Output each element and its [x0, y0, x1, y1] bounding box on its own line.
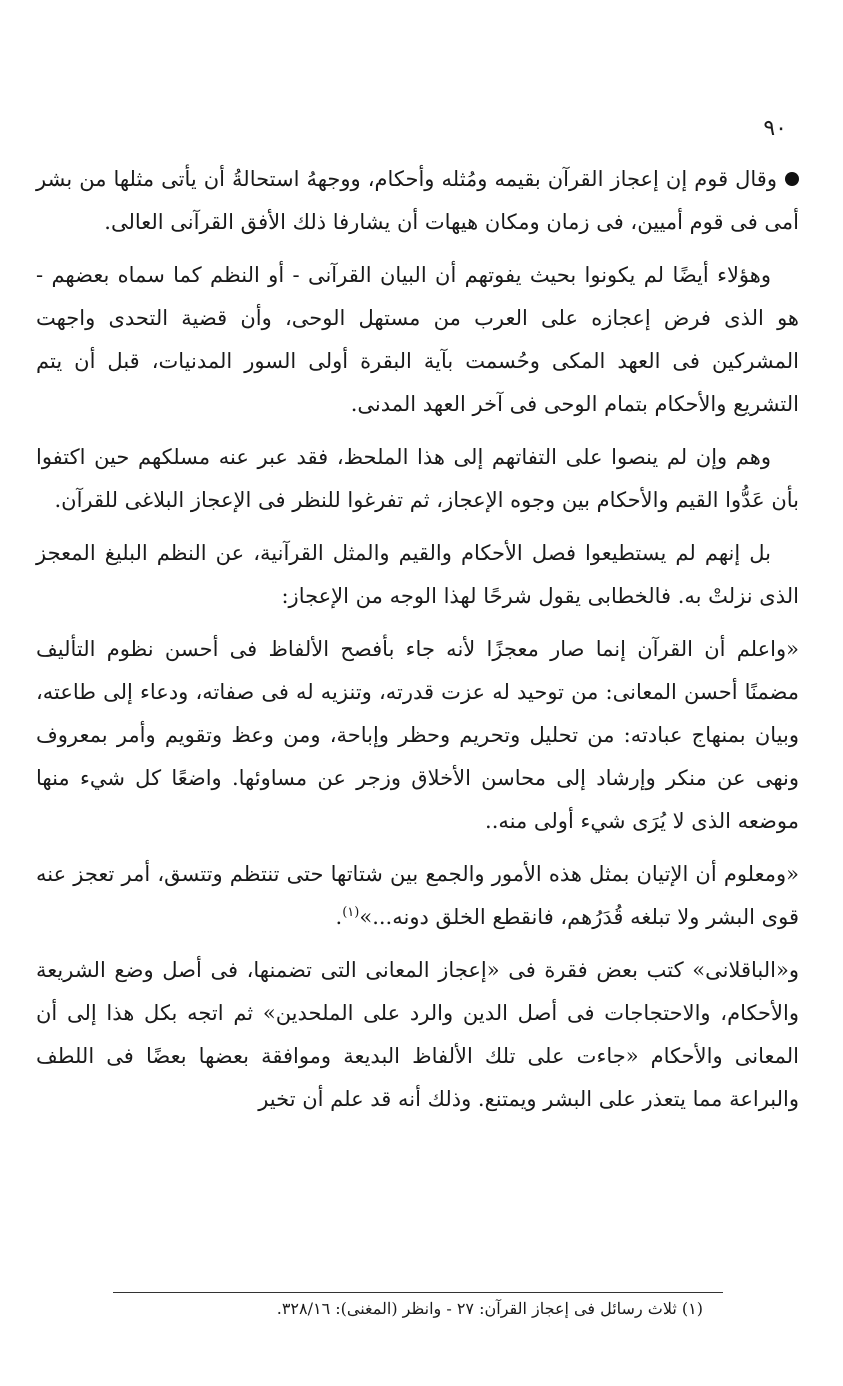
paragraph-6-quote — [36, 853, 799, 939]
page-number: ٩٠ — [763, 116, 787, 141]
paragraph-5-quote — [36, 628, 799, 843]
footnote-marker[interactable]: (١) — [342, 905, 360, 920]
paragraph-6-text: «ومعلوم أن الإتيان بمثل هذه الأمور والجمع بين شتاتها حتى تنتظم وتتسق، أمر تعجز عنه قوى البشر ولا تبلغه قُدَرُهم، فانقطع الخلق دونه...» — [36, 862, 799, 929]
footnote — [100, 1294, 703, 1324]
paragraph-3-text: وهم وإن لم ينصوا على التفاتهم إلى هذا الملحظ، فقد عبر عنه مسلكهم حين اكتفوا بأن عَدُّوا القيم والأحكام بين وجوه الإعجاز، ثم تفرغوا للنظر فى الإعجاز البلاغى للقرآن. — [36, 445, 799, 512]
paragraph-7 — [36, 949, 799, 1121]
paragraph-4-text: بل إنهم لم يستطيعوا فصل الأحكام والقيم والمثل القرآنية، عن النظم البليغ المعجز الذى نزلتْ به. فالخطابى يقول شرحًا لهذا الوجه من الإعجاز: — [36, 541, 799, 608]
paragraph-5-text: «واعلم أن القرآن إنما صار معجزًا لأنه جاء بأفصح الألفاظ فى أحسن نظوم التأليف مضمنًا أحسن المعانى: من توحيد له عزت قدرته، وتنزيه له فى صفاته، ودعاء إلى طاعته، وبيان بمنهاج عبادته: من تحليل وتحريم وحظر وإباحة، ومن وعظ وتقويم وأمر بمعروف ونهى عن منكر وإرشاد إلى محاسن الأخلاق وزجر عن مساوئها. واضعًا كل شيء منها موضعه الذى لا يُرَى شيء أولى منه.. — [36, 637, 799, 833]
footnote-text: (١) ثلاث رسائل فى إعجاز القرآن: ٢٧ - وانظر (المغنى): ٣٢٨/١٦. — [276, 1299, 703, 1318]
paragraph-2 — [36, 254, 799, 426]
paragraph-7-text: و«الباقلانى» كتب بعض فقرة فى «إعجاز المعانى التى تضمنها، فى أصل وضع الشريعة والأحكام، والاحتجاجات فى أصل الدين والرد على الملحدين» ثم اتجه بكل هذا إلى أن المعانى والأحكام «جاءت على تلك الألفاظ البديعة وموافقة بعضها بعضًا فى اللطف والبراعة مما يتعذر على البشر ويمتنع. وذلك أنه قد علم أن تخير — [36, 958, 799, 1111]
body-text — [36, 158, 799, 1131]
bullet-icon — [785, 172, 799, 186]
paragraph-2-text: وهؤلاء أيضًا لم يكونوا بحيث يفوتهم أن البيان القرآنى - أو النظم كما سماه بعضهم - هو الذى فرض إعجازه على العرب من مستهل الوحى، وأن قضية التحدى واجهت المشركين فى العهد المكى وحُسمت بآية البقرة أولى السور المدنيات، قبل أن يتم التشريع والأحكام بتمام الوحى فى آخر العهد المدنى. — [36, 263, 799, 416]
paragraph-3 — [36, 436, 799, 522]
paragraph-1-text: وقال قوم إن إعجاز القرآن بقيمه ومُثله وأحكام، ووجههُ استحالةُ أن يأتى مثلها من بشر أمى فى قوم أميين، فى زمان ومكان هيهات أن يشارفا ذلك الأفق القرآنى العالى. — [36, 167, 799, 234]
footnote-divider — [113, 1292, 723, 1293]
paragraph-1 — [36, 158, 799, 244]
paragraph-4 — [36, 532, 799, 618]
paragraph-6-trailing: . — [335, 905, 343, 929]
